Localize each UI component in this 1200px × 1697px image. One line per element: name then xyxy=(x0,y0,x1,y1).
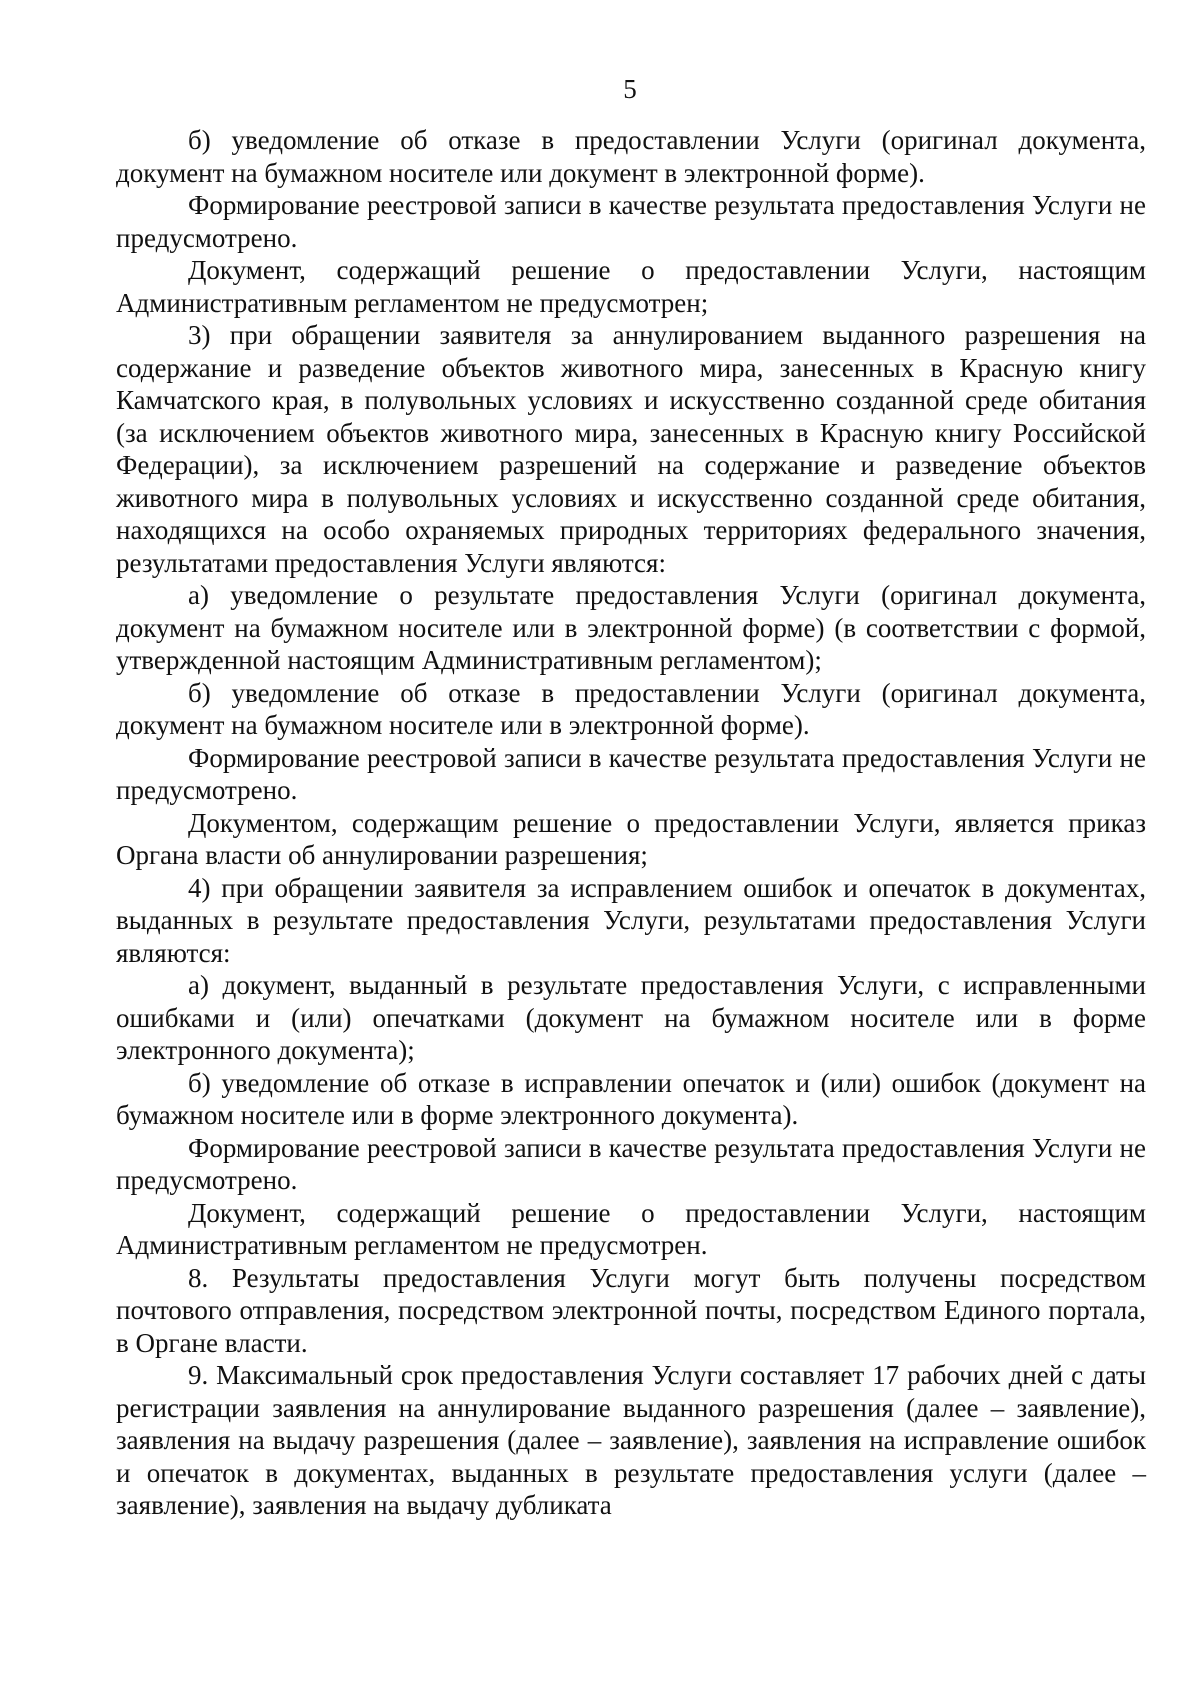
page-number: 5 xyxy=(623,74,637,104)
paragraph: а) уведомление о результате предоставления Услуги (оригинал документа, документ на бумажном носителе или в электронной форме) (в соответствии с формой, утвержденной настоящим Административным регламентом); xyxy=(116,580,1146,675)
paragraph: Документ, содержащий решение о предоставлении Услуги, настоящим Административным регламентом не предусмотрен. xyxy=(116,1197,1146,1260)
paragraph: 9. Максимальный срок предоставления Услуги составляет 17 рабочих дней с даты регистрации заявления на аннулирование выданного разрешения (далее – заявление), заявления на выдачу разрешения (далее – заявление), заявления на исправление ошибок и опечаток в документах, выданных в результате предоставления услуги (далее – заявление), заявления на выдачу дубликата xyxy=(116,1360,1146,1520)
paragraph: а) документ, выданный в результате предоставления Услуги, с исправленными ошибками и (или) опечатками (документ на бумажном носителе или в форме электронного документа); xyxy=(116,970,1146,1065)
paragraph: 4) при обращении заявителя за исправлением ошибок и опечаток в документах, выданных в результате предоставления Услуги, результатами предоставления Услуги являются: xyxy=(116,872,1146,968)
paragraph: б) уведомление об отказе в исправлении опечаток и (или) ошибок (документ на бумажном носителе или в форме электронного документа). xyxy=(116,1067,1146,1130)
paragraph: Формирование реестровой записи в качестве результата предоставления Услуги не предусмотрено. xyxy=(116,1132,1146,1195)
paragraph: Документ, содержащий решение о предоставлении Услуги, настоящим Административным регламентом не предусмотрен; xyxy=(116,255,1146,318)
paragraph: Документом, содержащим решение о предоставлении Услуги, является приказ Органа власти об аннулировании разрешения; xyxy=(116,807,1146,870)
paragraph: 3) при обращении заявителя за аннулированием выданного разрешения на содержание и разведение объектов животного мира, занесенных в Красную книгу Камчатского края, в полувольных условиях и искусственно созданной среде обитания (за исключением объектов животного мира, занесенных в Красную книгу Российской Федерации), за исключением разрешений на содержание и разведение объектов животного мира в полувольных условиях и искусственно созданной среде обитания, находящихся на особо охраняемых природных территориях федерального значения, результатами предоставления Услуги являются: xyxy=(116,320,1146,578)
paragraph: б) уведомление об отказе в предоставлении Услуги (оригинал документа, документ на бумажном носителе или в электронной форме). xyxy=(116,677,1146,740)
document-body xyxy=(116,124,1146,1522)
paragraph: 8. Результаты предоставления Услуги могут быть получены посредством почтового отправления, посредством электронной почты, посредством Единого портала, в Органе власти. xyxy=(116,1262,1146,1358)
paragraph: Формирование реестровой записи в качестве результата предоставления Услуги не предусмотрено. xyxy=(116,190,1146,253)
paragraph: б) уведомление об отказе в предоставлении Услуги (оригинал документа, документ на бумажном носителе или документ в электронной форме). xyxy=(116,125,1146,188)
paragraph: Формирование реестровой записи в качестве результата предоставления Услуги не предусмотрено. xyxy=(116,742,1146,805)
